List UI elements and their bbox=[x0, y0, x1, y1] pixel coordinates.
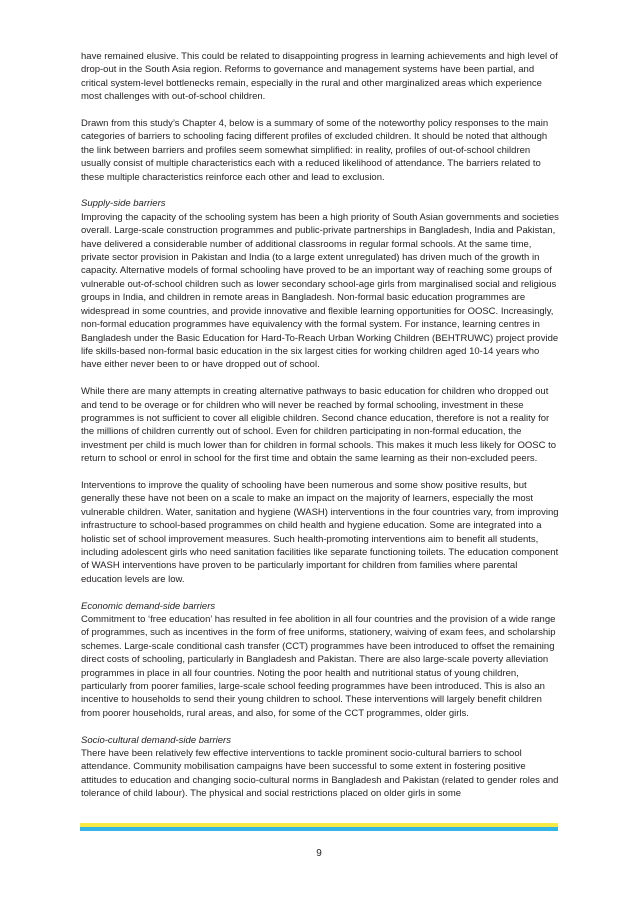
paragraph-socio-cultural-interventions: There have been relatively few effective interventions to tackle prominent socio-cultural barriers to school attendance. Community mobilisation campaigns have been successful to some extent in fostering positive attitudes to education and changing socio-cultural norms in Bangladesh and Pakistan (related to gender roles and tolerance of child labour). The physical and social restrictions placed on older girls in some bbox=[81, 748, 559, 800]
document-body bbox=[81, 50, 559, 814]
section-economic-demand bbox=[81, 600, 559, 721]
paragraph-economic-programmes: Commitment to ‘free education’ has resulted in fee abolition in all four countries and the provision of a wide range of programmes, such as incentives in the form of free uniforms, stationery, waiving of exam fees, and scholarship schemes. Large-scale conditional cash transfer (CCT) programmes have been introduced to offset the remaining direct costs of schooling, particularly in Bangladesh and Pakistan. There are also large-scale poverty alleviation programmes in place in all four countries. Noting the poor health and nutritional status of young children, particularly from poorer families, large-scale school feeding programmes have been introduced. This is also an incentive to households to send their young children to school. These interventions will largely benefit children from poorer households, rural areas, and also, for some of the CCT programmes, older girls. bbox=[81, 613, 556, 719]
paragraph-alternative-pathways: While there are many attempts in creating alternative pathways to basic education for children who dropped out and tend to be overage or for children who will never be reached by formal schooling, investment in these programmes is not sufficient to cover all eligible children. Second chance education, therefore is not a reality for the millions of children currently out of school. Even for children participating in non-formal education, the investment per child is much lower than for children in formal schools. This makes it much less likely for OOSC to return to school or enrol in school for the first time and obtain the same learning as their non-excluded peers. bbox=[81, 386, 556, 465]
paragraph-quality-interventions: Interventions to improve the quality of schooling have been numerous and some show positive results, but generally these have not been on a scale to make an impact on the majority of learners, especially the most vulnerable children. Water, sanitation and hygiene (WASH) interventions in the four countries vary, from improving infrastructure to school-based programmes on child health and hygiene education. Some are integrated into a holistic set of school improvement measures. Such health-promoting interventions aim to benefit all students, including adolescent girls who need sanitation facilities like separate functioning toilets. The education component of WASH interventions have proven to be particularly important for children from families where parental education levels are low. bbox=[81, 479, 559, 585]
section-supply-side bbox=[81, 197, 559, 371]
paragraph-intro-continuation: have remained elusive. This could be related to disappointing progress in learning achievements and high level of drop-out in the South Asia region. Reforms to governance and management systems have been partial, and critical system-level bottlenecks remain, especially in the rural and other marginalized areas which experience most challenges with out-of-school children. bbox=[81, 51, 558, 103]
heading-economic-demand-side-barriers: Economic demand-side barriers bbox=[81, 600, 216, 612]
paragraph-supply-capacity: Improving the capacity of the schooling system has been a high priority of South Asian governments and societies overall. Large-scale construction programmes and public-private partnerships in Bangladesh, India and Pakistan, have delivered a considerable number of additional classrooms in regular formal schools. At the same time, private sector provision in Pakistan and India (to a large extent unregulated) has driven much of the growth in capacity. Alternative models of formal schooling have proved to be an important way of reaching some groups of vulnerable out-of-school children such as lower secondary school-age girls from marginalised social and religious groups in India, and children in remote areas in Bangladesh. Non-formal basic education programmes are widespread in some countries, and provide innovative and flexible learning opportunities for OOSC. Increasingly, non-formal education programmes have equivalency with the formal system. For instance, learning centres in Bangladesh under the Basic Education for Hard-To-Reach Urban Working Children (BEHTRUWC) project provide life skills-based non-formal basic education in the six largest cities for working children aged 10-14 years who have either never been to or have dropped out of school. bbox=[81, 211, 559, 371]
page-number: 9 bbox=[316, 848, 322, 859]
heading-socio-cultural-demand-side-barriers: Socio-cultural demand-side barriers bbox=[81, 734, 231, 746]
footer-blue-rule bbox=[80, 827, 558, 831]
section-socio-cultural-demand bbox=[81, 734, 559, 801]
paragraph-summary-intro: Drawn from this study’s Chapter 4, below is a summary of some of the noteworthy policy responses to the main categories of barriers to schooling facing different profiles of excluded children. It should be noted that although the link between barriers and profiles seem somewhat simplified: in reality, profiles of out-of-school children usually consist of multiple characteristics each with a reduced likelihood of attendance. The barriers related to these multiple characteristics reinforce each other and lead to exclusion. bbox=[81, 118, 549, 183]
heading-supply-side-barriers: Supply-side barriers bbox=[81, 198, 166, 210]
